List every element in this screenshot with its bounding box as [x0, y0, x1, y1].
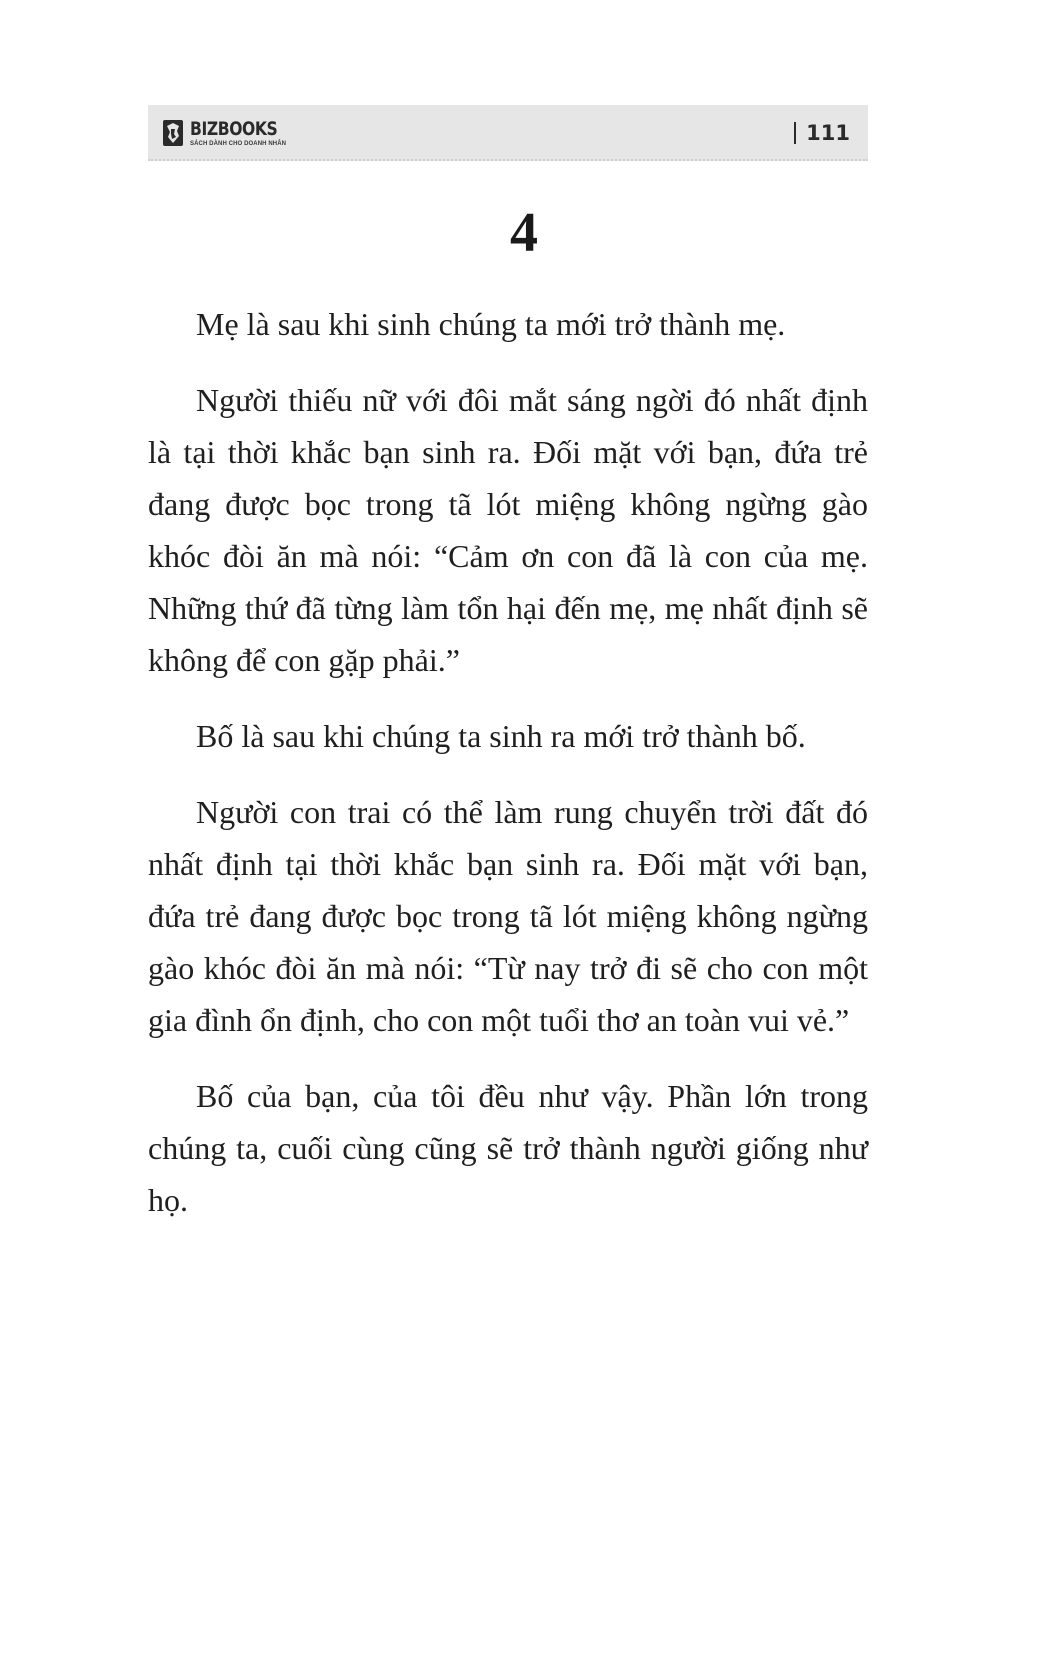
paragraph-4: Người con trai có thể làm rung chuyển trời đất đó nhất định tại thời khắc bạn sinh ra. Đối mặt với bạn, đứa trẻ đang được bọc trong tã lót miệng không ngừng gào khóc đòi ăn mà nói: “Từ nay trở đi sẽ cho con một gia đình ổn định, cho con một tuổi thơ an toàn vui vẻ.”	[148, 794, 868, 1038]
paragraph-2: Người thiếu nữ với đôi mắt sáng ngời đó nhất định là tại thời khắc bạn sinh ra. Đối mặt với bạn, đứa trẻ đang được bọc trong tã lót miệng không ngừng gào khóc đòi ăn mà nói: “Cảm ơn con đã là con của mẹ. Những thứ đã từng làm tổn hại đến mẹ, mẹ nhất định sẽ không để con gặp phải.”	[148, 382, 868, 678]
paragraph-3: Bố là sau khi chúng ta sinh ra mới trở thành bố.	[196, 718, 806, 754]
brand-tagline: SÁCH DÀNH CHO DOANH NHÂN	[190, 140, 287, 147]
page-number-divider	[794, 122, 796, 144]
bizbooks-logo-icon	[162, 118, 184, 148]
paragraph-5: Bố của bạn, của tôi đều như vậy. Phần lớn trong chúng ta, cuối cùng cũng sẽ trở thành người giống như họ.	[148, 1078, 868, 1218]
page-header	[148, 105, 868, 161]
paragraph-1: Mẹ là sau khi sinh chúng ta mới trở thành mẹ.	[196, 306, 786, 342]
publisher-logo	[162, 115, 297, 151]
chapter-number: 4	[510, 202, 538, 264]
page-number: 111	[806, 121, 850, 145]
body-text	[148, 298, 868, 1250]
brand-name: BIZBOOKS	[190, 117, 278, 140]
page-number-block	[794, 117, 850, 149]
